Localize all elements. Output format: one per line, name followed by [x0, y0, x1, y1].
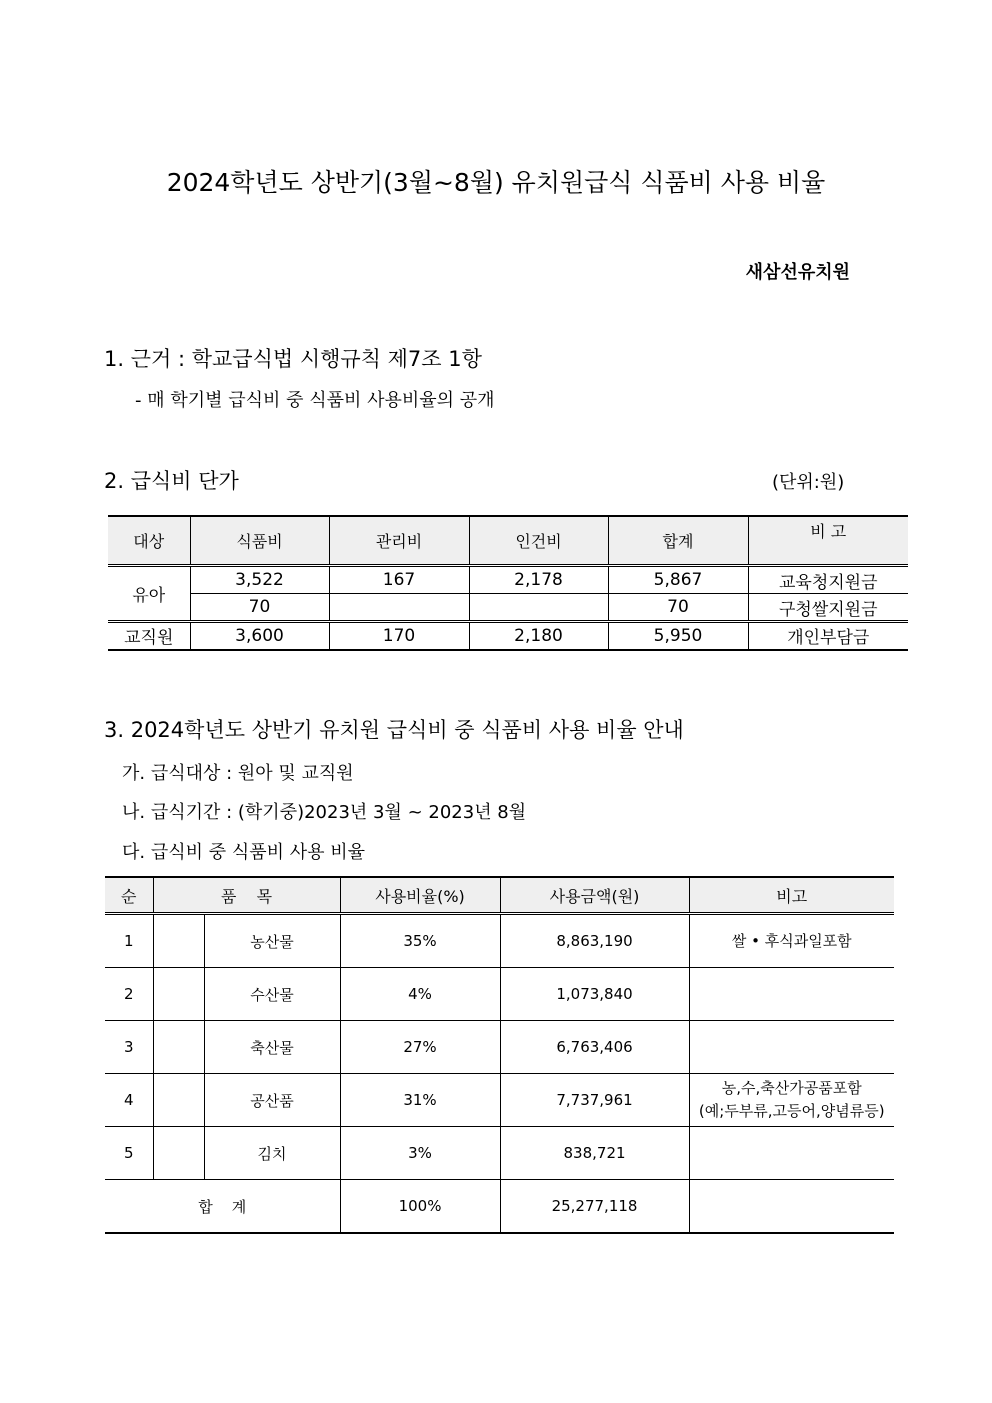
group-cell: 교직원	[124, 628, 174, 649]
note-line: (예;두부류,고등어,양념류등)	[698, 1102, 885, 1120]
ratio-cell: 4%	[340, 968, 500, 1021]
amount-cell: 7,737,961	[500, 1074, 689, 1127]
table-row	[105, 1074, 894, 1127]
section1-sub: - 매 학기별 급식비 중 식품비 사용비율의 공개	[135, 390, 495, 411]
item-cell: 공산품	[204, 1074, 340, 1127]
amount-cell: 8,863,190	[500, 914, 689, 968]
total-amount: 25,277,118	[500, 1180, 689, 1234]
amount-cell: 6,763,406	[500, 1021, 689, 1074]
note-cell: 구청쌀지원금	[748, 594, 908, 622]
section3-item-b: 나. 급식기간 : (학기중)2023년 3월 ~ 2023년 8월	[122, 802, 527, 823]
blank-cell	[153, 914, 204, 968]
section2-heading: 2. 급식비 단가	[104, 469, 239, 493]
table-header-row	[108, 516, 908, 566]
note-cell	[689, 968, 894, 1021]
total-cell: 70	[608, 594, 748, 622]
total-label: 합 계	[198, 1197, 247, 1216]
blank-cell	[153, 1074, 204, 1127]
table-row	[105, 968, 894, 1021]
table-row	[108, 594, 908, 622]
mgmt-cell: 170	[329, 622, 469, 650]
table-row	[105, 1127, 894, 1180]
header-amount: 사용금액(원)	[500, 877, 689, 914]
food-cell: 3,600	[190, 622, 329, 650]
note-cell: 개인부담금	[748, 622, 908, 650]
food-cost-ratio-table	[105, 876, 894, 1234]
header-item: 품 목	[153, 877, 340, 914]
food-cell: 70	[190, 594, 329, 622]
document-title: 2024학년도 상반기(3월~8월) 유치원급식 식품비 사용 비율	[166, 168, 826, 197]
ratio-cell: 35%	[340, 914, 500, 968]
unit-label: (단위:원)	[772, 472, 845, 493]
amount-cell: 1,073,840	[500, 968, 689, 1021]
header-ratio: 사용비율(%)	[340, 877, 500, 914]
mgmt-cell	[329, 594, 469, 622]
no-cell: 4	[105, 1074, 153, 1127]
mgmt-cell: 167	[329, 566, 469, 594]
note-line: 쌀 • 후식과일포함	[731, 931, 852, 950]
note-line: 농,수,축산가공품포함	[721, 1079, 862, 1097]
no-cell: 2	[105, 968, 153, 1021]
header-total: 합계	[608, 516, 748, 566]
section3-item-a: 가. 급식대상 : 원아 및 교직원	[122, 763, 354, 784]
note-cell: 교육청지원금	[748, 566, 908, 594]
header-note: 비고	[689, 877, 894, 914]
amount-cell: 838,721	[500, 1127, 689, 1180]
blank-cell	[153, 968, 204, 1021]
header-target: 대상	[108, 516, 190, 566]
no-cell: 5	[105, 1127, 153, 1180]
item-cell: 김치	[204, 1127, 340, 1180]
table-row	[105, 1021, 894, 1074]
item-cell: 수산물	[204, 968, 340, 1021]
note-cell	[689, 1021, 894, 1074]
blank-cell	[153, 1127, 204, 1180]
item-cell: 농산물	[204, 914, 340, 968]
table-row	[108, 622, 908, 650]
total-row	[105, 1180, 894, 1234]
group-cell: 유아	[108, 566, 190, 622]
header-mgmt: 관리비	[329, 516, 469, 566]
no-cell: 3	[105, 1021, 153, 1074]
item-cell: 축산물	[204, 1021, 340, 1074]
note-cell	[689, 1074, 894, 1127]
blank-cell	[153, 1021, 204, 1074]
ratio-cell: 31%	[340, 1074, 500, 1127]
header-food: 식품비	[190, 516, 329, 566]
total-note	[689, 1180, 894, 1234]
total-cell: 5,950	[608, 622, 748, 650]
table-row	[105, 914, 894, 968]
section1-heading: 1. 근거 : 학교급식법 시행규칙 제7조 1항	[104, 347, 482, 371]
header-labor: 인건비	[469, 516, 608, 566]
total-cell: 5,867	[608, 566, 748, 594]
table-header-row	[105, 877, 894, 914]
note-cell	[689, 914, 894, 968]
note-cell	[689, 1127, 894, 1180]
meal-unit-price-table	[108, 515, 908, 651]
table-row	[108, 566, 908, 594]
total-ratio: 100%	[340, 1180, 500, 1234]
organization-name: 새삼선유치원	[745, 262, 850, 283]
labor-cell	[469, 594, 608, 622]
ratio-cell: 27%	[340, 1021, 500, 1074]
section3-item-c: 다. 급식비 중 식품비 사용 비율	[122, 842, 365, 863]
labor-cell: 2,178	[469, 566, 608, 594]
header-note: 비 고	[748, 516, 908, 566]
ratio-cell: 3%	[340, 1127, 500, 1180]
food-cell: 3,522	[190, 566, 329, 594]
section3-heading: 3. 2024학년도 상반기 유치원 급식비 중 식품비 사용 비율 안내	[104, 718, 684, 742]
no-cell: 1	[105, 914, 153, 968]
labor-cell: 2,180	[469, 622, 608, 650]
header-no: 순	[105, 877, 153, 914]
